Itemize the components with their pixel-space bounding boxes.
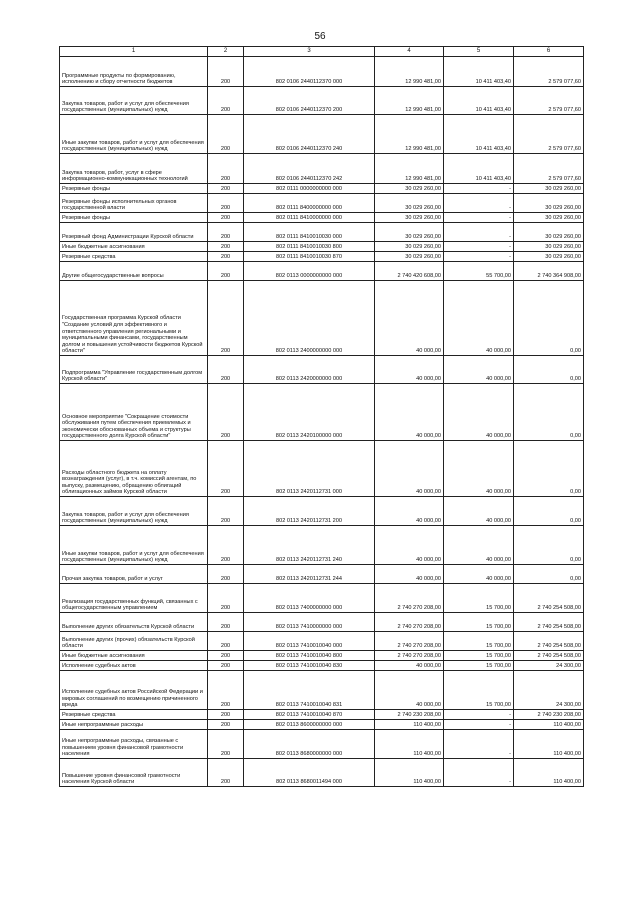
row-approved-amount-cell: 2 740 270 208,00 [375, 584, 444, 613]
row-classification-code-cell: 802 0113 8680000000 000 [244, 730, 375, 759]
row-name-cell: Закупка товаров, работ и услуг для обеспечения государственных (муниципальных) нужд [60, 497, 208, 526]
row-line-code-cell: 200 [208, 565, 244, 584]
row-approved-amount-cell: 40 000,00 [375, 441, 444, 497]
row-classification-code-cell: 802 0111 8410000000 000 [244, 213, 375, 223]
table-row [60, 730, 584, 759]
row-approved-amount-cell: 2 740 230 208,00 [375, 710, 444, 720]
row-line-code-cell: 200 [208, 441, 244, 497]
row-name-cell: Другие общегосударственные вопросы [60, 262, 208, 281]
row-name-cell: Выполнение других обязательств Курской области [60, 613, 208, 632]
row-line-code-cell: 200 [208, 281, 244, 356]
row-line-code-cell: 200 [208, 632, 244, 651]
row-executed-amount-cell: 40 000,00 [444, 356, 514, 384]
row-unexecuted-amount-cell: 30 029 260,00 [514, 184, 584, 194]
row-executed-amount-cell: 10 411 403,40 [444, 154, 514, 184]
row-approved-amount-cell: 40 000,00 [375, 526, 444, 565]
row-line-code-cell: 200 [208, 651, 244, 661]
table-row [60, 115, 584, 154]
row-classification-code-cell: 802 0113 2420000000 000 [244, 356, 375, 384]
table-row [60, 526, 584, 565]
table-row [60, 497, 584, 526]
row-name-cell: Основное мероприятие "Сокращение стоимости обслуживания путем обеспечения приемлемых и экономически обоснованных объема и структуры государственного долга Курской области" [60, 384, 208, 441]
row-approved-amount-cell: 2 740 270 208,00 [375, 613, 444, 632]
row-classification-code-cell: 802 0113 7410010040 800 [244, 651, 375, 661]
row-classification-code-cell: 802 0113 8600000000 000 [244, 720, 375, 730]
table-row [60, 242, 584, 252]
row-executed-amount-cell: - [444, 252, 514, 262]
row-line-code-cell: 200 [208, 759, 244, 787]
row-unexecuted-amount-cell: 24 300,00 [514, 671, 584, 710]
table-row [60, 57, 584, 87]
row-line-code-cell: 200 [208, 661, 244, 671]
row-line-code-cell: 200 [208, 384, 244, 441]
row-classification-code-cell: 802 0106 2440112370 240 [244, 115, 375, 154]
row-unexecuted-amount-cell: 0,00 [514, 356, 584, 384]
row-approved-amount-cell: 40 000,00 [375, 661, 444, 671]
row-executed-amount-cell: - [444, 184, 514, 194]
row-name-cell: Иные бюджетные ассигнования [60, 242, 208, 252]
column-header: 1 [60, 47, 208, 57]
row-classification-code-cell: 802 0111 0000000000 000 [244, 184, 375, 194]
row-executed-amount-cell: 10 411 403,40 [444, 57, 514, 87]
row-unexecuted-amount-cell: 110 400,00 [514, 759, 584, 787]
row-executed-amount-cell: 55 700,00 [444, 262, 514, 281]
row-approved-amount-cell: 30 029 260,00 [375, 184, 444, 194]
row-approved-amount-cell: 40 000,00 [375, 281, 444, 356]
row-line-code-cell: 200 [208, 213, 244, 223]
row-classification-code-cell: 802 0113 7410010040 830 [244, 661, 375, 671]
row-unexecuted-amount-cell: 0,00 [514, 565, 584, 584]
row-classification-code-cell: 802 0113 7410010040 000 [244, 632, 375, 651]
row-classification-code-cell: 802 0113 2420112731 244 [244, 565, 375, 584]
row-classification-code-cell: 802 0106 2440112370 000 [244, 57, 375, 87]
row-unexecuted-amount-cell: 24 300,00 [514, 661, 584, 671]
row-name-cell: Расходы областного бюджета на оплату вознаграждения (услуг), в т.ч. комиссий агентам, по выпуску, размещению, обращению облигаций облигационных займов Курской области [60, 441, 208, 497]
table-row [60, 671, 584, 710]
table-row [60, 632, 584, 651]
column-header: 4 [375, 47, 444, 57]
column-header: 5 [444, 47, 514, 57]
row-line-code-cell: 200 [208, 262, 244, 281]
row-approved-amount-cell: 12 990 481,00 [375, 154, 444, 184]
table-row [60, 87, 584, 115]
row-executed-amount-cell: - [444, 194, 514, 213]
row-classification-code-cell: 802 0113 2420112731 000 [244, 441, 375, 497]
row-classification-code-cell: 802 0111 8410010030 870 [244, 252, 375, 262]
row-classification-code-cell: 802 0111 8400000000 000 [244, 194, 375, 213]
row-unexecuted-amount-cell: 2 740 254 508,00 [514, 632, 584, 651]
row-line-code-cell: 200 [208, 194, 244, 213]
row-name-cell: Программные продукты по формированию, исполнению и сбору отчетности бюджетов [60, 57, 208, 87]
row-approved-amount-cell: 30 029 260,00 [375, 223, 444, 242]
row-approved-amount-cell: 110 400,00 [375, 759, 444, 787]
row-line-code-cell: 200 [208, 223, 244, 242]
row-approved-amount-cell: 12 990 481,00 [375, 115, 444, 154]
row-unexecuted-amount-cell: 2 579 077,60 [514, 57, 584, 87]
row-classification-code-cell: 802 0111 8410010030 000 [244, 223, 375, 242]
row-line-code-cell: 200 [208, 720, 244, 730]
row-approved-amount-cell: 12 990 481,00 [375, 57, 444, 87]
row-name-cell: Резервные фонды [60, 213, 208, 223]
row-line-code-cell: 200 [208, 526, 244, 565]
row-line-code-cell: 200 [208, 115, 244, 154]
row-name-cell: Исполнение судебных актов [60, 661, 208, 671]
row-executed-amount-cell: - [444, 223, 514, 242]
row-unexecuted-amount-cell: 30 029 260,00 [514, 223, 584, 242]
row-name-cell: Резервные средства [60, 710, 208, 720]
row-name-cell: Резервные фонды [60, 184, 208, 194]
row-unexecuted-amount-cell: 0,00 [514, 526, 584, 565]
row-classification-code-cell: 802 0113 7410000000 000 [244, 613, 375, 632]
row-line-code-cell: 200 [208, 671, 244, 710]
table-row [60, 281, 584, 356]
row-unexecuted-amount-cell: 2 579 077,60 [514, 154, 584, 184]
table-row [60, 213, 584, 223]
row-name-cell: Иные закупки товаров, работ и услуг для обеспечения государственных (муниципальных) нужд [60, 526, 208, 565]
table-row [60, 184, 584, 194]
row-executed-amount-cell: 40 000,00 [444, 565, 514, 584]
row-unexecuted-amount-cell: 2 740 364 908,00 [514, 262, 584, 281]
table-row [60, 710, 584, 720]
row-unexecuted-amount-cell: 0,00 [514, 384, 584, 441]
row-unexecuted-amount-cell: 0,00 [514, 441, 584, 497]
column-header: 6 [514, 47, 584, 57]
row-executed-amount-cell: - [444, 242, 514, 252]
table-row [60, 720, 584, 730]
row-line-code-cell: 200 [208, 730, 244, 759]
row-unexecuted-amount-cell: 110 400,00 [514, 730, 584, 759]
row-line-code-cell: 200 [208, 584, 244, 613]
row-name-cell: Подпрограмма "Управление государственным долгом Курской области" [60, 356, 208, 384]
table-body [60, 57, 584, 787]
row-classification-code-cell: 802 0106 2440112370 242 [244, 154, 375, 184]
row-name-cell: Реализация государственных функций, связанных с общегосударственным управлением [60, 584, 208, 613]
table-row [60, 759, 584, 787]
row-name-cell: Иные непрограммные расходы, связанные с повышением уровня финансовой грамотности населения [60, 730, 208, 759]
table-header-row [60, 47, 584, 57]
row-name-cell: Исполнение судебных актов Российской Федерации и мировых соглашений по возмещению причиненного вреда [60, 671, 208, 710]
row-executed-amount-cell: 10 411 403,40 [444, 115, 514, 154]
table-row [60, 194, 584, 213]
row-approved-amount-cell: 30 029 260,00 [375, 252, 444, 262]
table-row [60, 584, 584, 613]
row-executed-amount-cell: - [444, 213, 514, 223]
row-line-code-cell: 200 [208, 710, 244, 720]
row-approved-amount-cell: 110 400,00 [375, 720, 444, 730]
column-header: 3 [244, 47, 375, 57]
table-row [60, 356, 584, 384]
row-classification-code-cell: 802 0111 8410010030 800 [244, 242, 375, 252]
row-executed-amount-cell: - [444, 759, 514, 787]
row-name-cell: Резервные средства [60, 252, 208, 262]
table-row [60, 565, 584, 584]
row-unexecuted-amount-cell: 30 029 260,00 [514, 252, 584, 262]
row-classification-code-cell: 802 0113 2400000000 000 [244, 281, 375, 356]
row-executed-amount-cell: 40 000,00 [444, 441, 514, 497]
row-approved-amount-cell: 2 740 270 208,00 [375, 651, 444, 661]
row-name-cell: Повышение уровня финансовой грамотности населения Курской области [60, 759, 208, 787]
row-approved-amount-cell: 30 029 260,00 [375, 194, 444, 213]
row-name-cell: Иные закупки товаров, работ и услуг для обеспечения государственных (муниципальных) нужд [60, 115, 208, 154]
row-executed-amount-cell: - [444, 720, 514, 730]
row-line-code-cell: 200 [208, 252, 244, 262]
row-unexecuted-amount-cell: 0,00 [514, 497, 584, 526]
row-line-code-cell: 200 [208, 154, 244, 184]
table-row [60, 441, 584, 497]
page-number: 56 [314, 31, 326, 42]
row-name-cell: Закупка товаров, работ и услуг для обеспечения государственных (муниципальных) нужд [60, 87, 208, 115]
table-row [60, 651, 584, 661]
row-approved-amount-cell: 40 000,00 [375, 384, 444, 441]
row-name-cell: Иные непрограммные расходы [60, 720, 208, 730]
row-classification-code-cell: 802 0113 0000000000 000 [244, 262, 375, 281]
row-executed-amount-cell: 40 000,00 [444, 384, 514, 441]
row-unexecuted-amount-cell: 2 740 254 508,00 [514, 651, 584, 661]
row-name-cell: Иные бюджетные ассигнования [60, 651, 208, 661]
row-classification-code-cell: 802 0113 8680011494 000 [244, 759, 375, 787]
row-approved-amount-cell: 30 029 260,00 [375, 213, 444, 223]
row-name-cell: Резервный фонд Администрации Курской области [60, 223, 208, 242]
row-classification-code-cell: 802 0113 7400000000 000 [244, 584, 375, 613]
row-unexecuted-amount-cell: 2 579 077,60 [514, 87, 584, 115]
row-line-code-cell: 200 [208, 57, 244, 87]
row-executed-amount-cell: 15 700,00 [444, 632, 514, 651]
column-header: 2 [208, 47, 244, 57]
row-line-code-cell: 200 [208, 356, 244, 384]
row-executed-amount-cell: 40 000,00 [444, 526, 514, 565]
row-unexecuted-amount-cell: 2 740 230 208,00 [514, 710, 584, 720]
table-row [60, 613, 584, 632]
table-row [60, 223, 584, 242]
row-classification-code-cell: 802 0113 7410010040 831 [244, 671, 375, 710]
row-unexecuted-amount-cell: 0,00 [514, 281, 584, 356]
row-line-code-cell: 200 [208, 87, 244, 115]
row-classification-code-cell: 802 0113 2420112731 240 [244, 526, 375, 565]
table-row [60, 661, 584, 671]
row-line-code-cell: 200 [208, 497, 244, 526]
row-classification-code-cell: 802 0113 7410010040 870 [244, 710, 375, 720]
row-executed-amount-cell: 15 700,00 [444, 613, 514, 632]
row-name-cell: Прочая закупка товаров, работ и услуг [60, 565, 208, 584]
row-executed-amount-cell: 40 000,00 [444, 281, 514, 356]
row-unexecuted-amount-cell: 2 579 077,60 [514, 115, 584, 154]
table-row [60, 154, 584, 184]
row-name-cell: Резервные фонды исполнительных органов государственной власти [60, 194, 208, 213]
row-executed-amount-cell: 15 700,00 [444, 651, 514, 661]
row-unexecuted-amount-cell: 30 029 260,00 [514, 213, 584, 223]
row-approved-amount-cell: 12 990 481,00 [375, 87, 444, 115]
row-executed-amount-cell: - [444, 730, 514, 759]
row-approved-amount-cell: 30 029 260,00 [375, 242, 444, 252]
row-unexecuted-amount-cell: 30 029 260,00 [514, 194, 584, 213]
row-name-cell: Выполнение других (прочих) обязательств Курской области [60, 632, 208, 651]
row-unexecuted-amount-cell: 2 740 254 508,00 [514, 613, 584, 632]
row-executed-amount-cell: - [444, 710, 514, 720]
row-executed-amount-cell: 15 700,00 [444, 671, 514, 710]
row-unexecuted-amount-cell: 110 400,00 [514, 720, 584, 730]
row-approved-amount-cell: 2 740 270 208,00 [375, 632, 444, 651]
row-name-cell: Государственная программа Курской области "Создание условий для эффективного и ответственного управления региональными и муниципальными финансами, государственным долгом и повышения устойчивости бюджетов Курской области" [60, 281, 208, 356]
row-name-cell: Закупка товаров, работ, услуг в сфере информационно-коммуникационных технологий [60, 154, 208, 184]
row-line-code-cell: 200 [208, 242, 244, 252]
row-line-code-cell: 200 [208, 613, 244, 632]
row-executed-amount-cell: 15 700,00 [444, 661, 514, 671]
row-line-code-cell: 200 [208, 184, 244, 194]
row-approved-amount-cell: 40 000,00 [375, 671, 444, 710]
table-row [60, 384, 584, 441]
row-approved-amount-cell: 2 740 420 608,00 [375, 262, 444, 281]
table-row [60, 262, 584, 281]
row-approved-amount-cell: 110 400,00 [375, 730, 444, 759]
row-classification-code-cell: 802 0106 2440112370 200 [244, 87, 375, 115]
row-executed-amount-cell: 15 700,00 [444, 584, 514, 613]
table-row [60, 252, 584, 262]
row-approved-amount-cell: 40 000,00 [375, 497, 444, 526]
row-classification-code-cell: 802 0113 2420100000 000 [244, 384, 375, 441]
budget-table [59, 46, 584, 787]
row-unexecuted-amount-cell: 2 740 254 508,00 [514, 584, 584, 613]
row-classification-code-cell: 802 0113 2420112731 200 [244, 497, 375, 526]
row-approved-amount-cell: 40 000,00 [375, 565, 444, 584]
row-executed-amount-cell: 40 000,00 [444, 497, 514, 526]
row-executed-amount-cell: 10 411 403,40 [444, 87, 514, 115]
row-approved-amount-cell: 40 000,00 [375, 356, 444, 384]
row-unexecuted-amount-cell: 30 029 260,00 [514, 242, 584, 252]
